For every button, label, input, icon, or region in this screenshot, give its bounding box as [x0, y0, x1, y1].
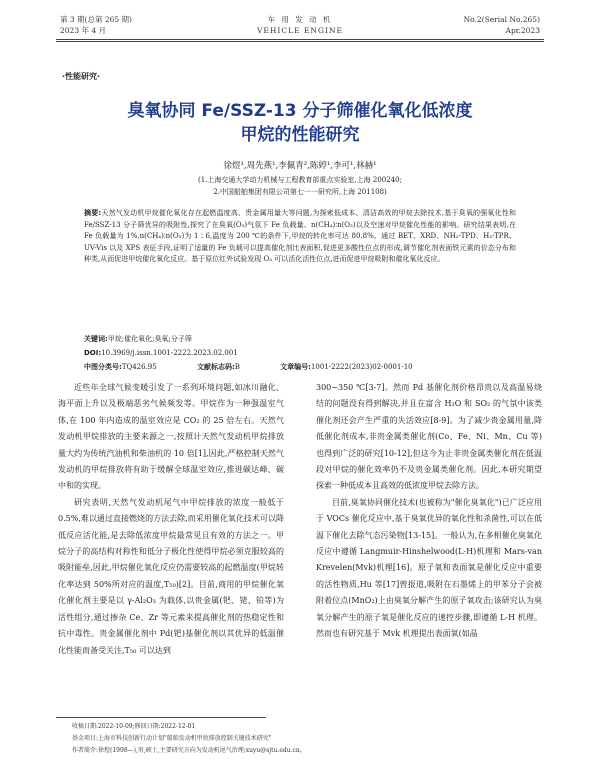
body-paragraph: 研究表明,天然气发动机尾气中甲烷排放的浓度一般低于 0.5%,难以通过直接燃烧的方法去除,而采用催化氧化技术可以降低反应活化能,是去除低浓度甲烷最常见且有效的方法之一。甲烷分子的高结构对称性和低分子极化性使得甲烷必须克服较高的吸附能垒,因此,甲烷催化氧化反应仍需要较高的起燃温度(甲烷转化率达到 50%所对应的温度,T₅₀)[2]。目前,商用的甲烷催化氧化催化剂主要是以 γ-Al₂O₃ 为载体,以贵金属(钯、铑、铂等)为活性组分,通过掺杂 Ce、Zr 等元素来提高催化剂的热稳定性和抗中毒性。贵金属催化剂中 Pd(钯)基催化剂以其优异的低温催化性能而备受关注,T₅₀ 可以达到 — [58, 497, 284, 655]
doi — [84, 348, 238, 359]
abstract-label: 摘要: — [84, 209, 102, 217]
serial-number: No.2(Serial No.265) — [463, 15, 540, 24]
doi-label: DOI: — [84, 349, 102, 357]
keywords-text: 甲烷;催化氧化;臭氧;分子筛 — [107, 335, 192, 343]
body-paragraph: 目前,臭氧协同催化技术(也被称为"催化臭氧化")已广泛应用于 VOCs 催化反应中,基于臭氧优异的氧化性和杀菌性,可以在低温下催化去除气态污染物[13-15]。一般认为,在多相催化臭氧化反应中遵循 Langmuir-Hinshelwood(L-H)机理和 Mars-van Krevelen(Mvk)机理[16]。原子氧和表面氧是催化反应中重要的活性物质,Hu 等[17]曾报道,吸附在石墨烯上的甲苯分子会被附着位点(MnO₂)上由臭氧分解产生的原子氧攻击;该研究认为臭氧分解产生的原子氧是催化反应的速控步骤,即遵循 L-H 机理。然而也有研究基于 Mvk 机理提出表面氧(如晶 — [316, 497, 542, 639]
footnote-fund: 基金项目:上海市科技创新行动计划"船舶发动机甲烷排放控制关键技术研究" — [72, 735, 272, 742]
article-no-label: 文章编号: — [280, 363, 311, 371]
journal-name-cn: 车 用 发 动 机 — [267, 15, 333, 24]
footnote-author: 作者简介:徐煜(1998—),男,硕士,主要研究方向为发动机尾气治理;xuyu@sjtu.edu.cn。 — [72, 747, 306, 754]
author-list: 徐煜¹,周先燕¹,李佩青²,陈婷¹,李可¹,林赫¹ — [223, 161, 377, 171]
clc-label: 中图分类号: — [84, 363, 122, 371]
body-column-right — [316, 380, 542, 643]
keywords-label: 关键词: — [84, 335, 108, 343]
issue-number: 第 3 期(总第 265 期) — [60, 15, 132, 24]
footnote-rule — [56, 717, 266, 718]
footnote-received: 收稿日期:2022-10-09;修回日期:2022-12-01 — [72, 723, 196, 730]
abstract — [84, 208, 516, 266]
abstract-text: 天然气发动机甲烷催化氧化存在起燃温度高、贵金属用量大等问题,为探索低成本、清洁高效的甲烷去除技术,基于臭氧的强氧化性和 Fe/SSZ-13 分子筛优异的吸附性,探究了在臭氧(O₃)气氛下 Fe 负载量、n(CH₄)∶n(O₃)以及空速对甲烷催化性能的影响。研究结果表明,在 Fe 负载量为 1%,n(CH₄)∶n(O₃)为 1∶6,温度为 200 ℃的条件下,甲烷的转化率可达 80.8%。通过 BET、XRD、NH₃-TPD、H₂-TPR、UV-Vis 以及 XPS 表征手段,证明了适量的 Fe 负载可以提高催化剂比表面积,促进更多酸性位点的形成,调节催化剂表面铁元素的价态分布和种类,从而促进甲烷催化氧化反应。基于原位红外试验发现 O₃ 可以活化活性位点,进而促进甲烷吸附和催化氧化反应。 — [84, 209, 516, 263]
body-paragraph: 近些年全球气候变暖引发了一系列环境问题,如冰川融化、海平面上升以及极端恶劣气候频发等。甲烷作为一种强温室气体,在 100 年内造成的温室效应是 CO₂ 的 25 倍左右。天然气发动机甲烷排放的主要来源之一,按照计天然气发动机甲烷排放量大约为传统汽油机和柴油机的 10 倍[1],因此,严格控制天然气发动机的甲烷排放将有助于缓解全球温室效应,推进碳达峰、碳中和的实现。 — [58, 383, 284, 491]
serial-date: Apr.2023 — [505, 26, 540, 35]
journal-name-en: VEHICLE ENGINE — [256, 26, 343, 35]
classification-line — [84, 362, 413, 373]
doc-code-label: 文献标志码: — [196, 363, 235, 371]
issue-date: 2023 年 4 月 — [60, 26, 107, 35]
doc-code-value: B — [234, 363, 240, 371]
body-paragraph: 300~350 ℃[3-7]。然而 Pd 基催化剂价格昂贵以及高温易烧结的问题没有得到解决,并且在富含 H₂O 和 SO₂ 的气氛中该类催化剂还会产生严重的失活效应[8-9]。为了减少贵金属用量,降低催化剂成本,非贵金属类催化剂(Co、Fe、Ni、Mn、Cu 等)也得到广泛的研究[10-12],但这今为止非贵金属类催化剂在低温段对甲烷的催化效率仍不及贵金属类催化剂。因此,本研究期望探索一种低成本且高效的低浓度甲烷去除方法。 — [316, 383, 542, 491]
body-column-left — [58, 380, 284, 659]
header-rule-bottom — [56, 41, 544, 42]
doi-text: 10.3969/j.issn.1001-2222.2023.02.001 — [101, 349, 238, 357]
clc-value: TQ426.95 — [121, 363, 157, 371]
section-label: ·性能研究· — [62, 72, 101, 81]
affiliation-1: (1.上海交通大学动力机械与工程教育部重点实验室,上海 200240; — [198, 176, 402, 184]
affiliation-2: 2.中国船舶集团有限公司第七一一研究所,上海 201108) — [213, 188, 387, 196]
article-no-value: 1001-2222(2023)02-0001-10 — [310, 363, 413, 371]
paper-title-line1: 臭氧协同 Fe/SSZ-13 分子筛催化氧化低浓度 — [127, 101, 473, 121]
journal-serial — [464, 14, 540, 36]
keywords — [84, 334, 192, 345]
header-rule-top — [56, 39, 544, 40]
paper-title-line2: 甲烷的性能研究 — [240, 125, 360, 145]
